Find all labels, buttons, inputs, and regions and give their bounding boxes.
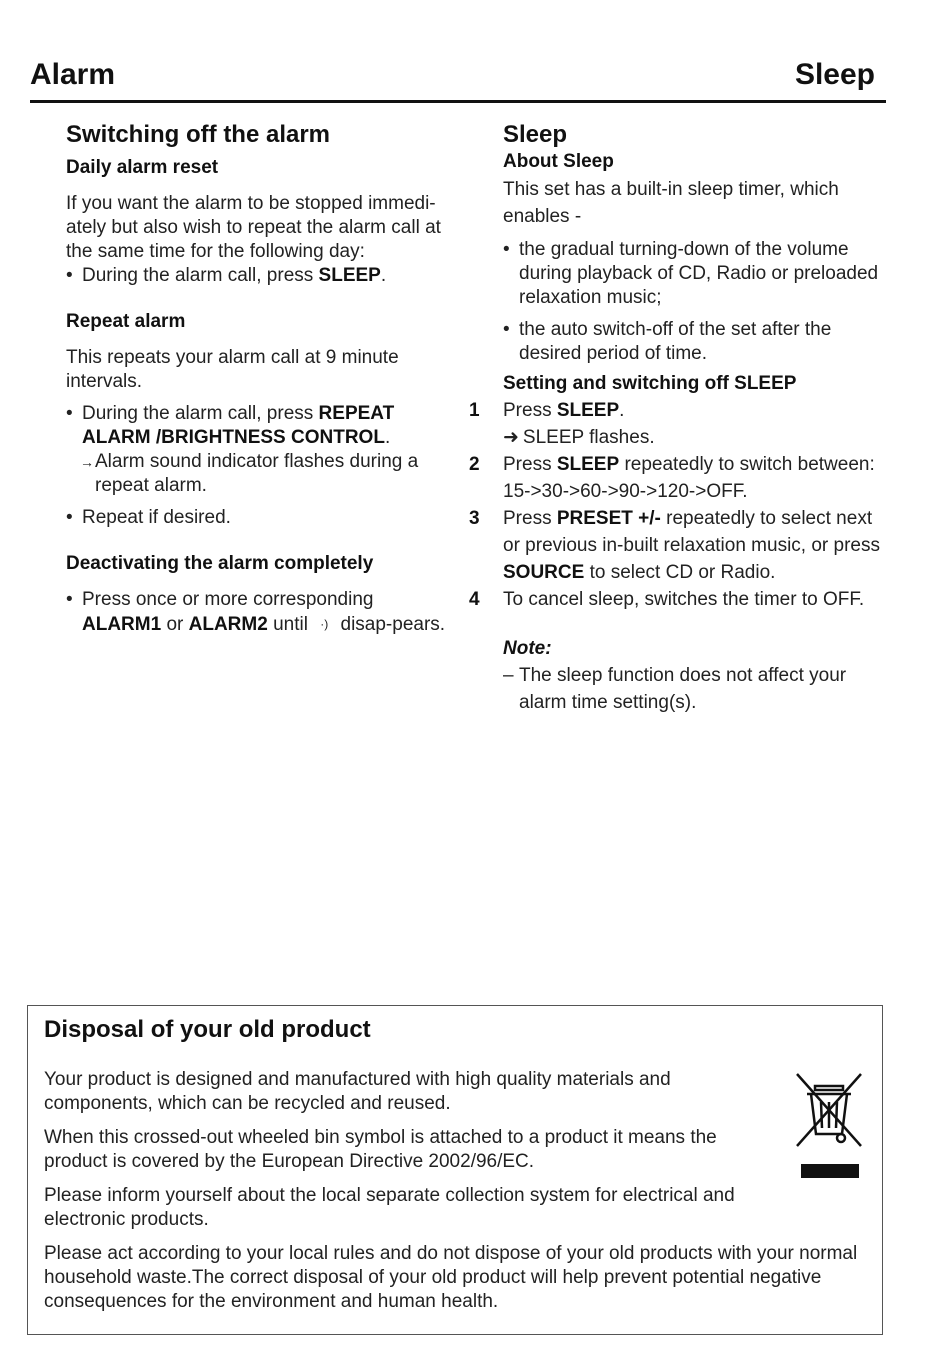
step-2: 2 Press SLEEP repeatedly to switch between: 15->30->60->90->120->OFF. <box>469 454 875 502</box>
daily-reset-text: If you want the alarm to be stopped immedi-ately but also wish to repeat the alarm call at the same time for the following day: <box>66 193 441 262</box>
disposal-box <box>27 1005 883 1335</box>
heading-about-sleep: About Sleep <box>503 151 614 172</box>
repeat-alarm-text: This repeats your alarm call at 9 minute intervals. <box>66 347 399 392</box>
note-text: – The sleep function does not affect your alarm time setting(s). <box>503 665 847 713</box>
disposal-paragraph: Please act according to your local rules and do not dispose of your old products with your normal household waste.The correct disposal of your old product will help prevent potential negative consequences for the environment and human health. <box>44 1243 858 1312</box>
disposal-title: Disposal of your old product <box>44 1016 371 1043</box>
repeat-alarm-bullet: • During the alarm call, press REPEAT ALARM /BRIGHTNESS CONTROL. <box>66 403 395 448</box>
header-rule <box>30 100 886 103</box>
left-column <box>66 120 446 637</box>
repeat-if-desired-bullet: • Repeat if desired. <box>66 507 231 528</box>
section-title-sleep: Sleep <box>503 121 568 148</box>
sleep-steps <box>469 397 888 613</box>
step-4: 4 To cancel sleep, switches the timer to OFF. <box>469 589 865 610</box>
heading-repeat-alarm: Repeat alarm <box>66 311 186 332</box>
heading-deactivating-alarm: Deactivating the alarm completely <box>66 553 374 574</box>
section-title-switching-off: Switching off the alarm <box>66 121 331 148</box>
right-column <box>469 120 888 716</box>
right-arrow-icon: ➜ <box>503 427 519 448</box>
step-1: 1 Press SLEEP. <box>469 400 625 421</box>
page-header-right: Sleep <box>794 58 875 91</box>
disposal-text <box>44 1068 869 1324</box>
note-title: Note: <box>503 638 552 659</box>
heading-setting-sleep: Setting and switching off SLEEP <box>503 373 797 394</box>
daily-reset-bullet: • During the alarm call, press SLEEP. <box>66 265 387 286</box>
sleep-bullet-switch-off: • the auto switch-off of the set after the desired period of time. <box>503 319 832 364</box>
disposal-paragraph: When this crossed-out wheeled bin symbol is attached to a product it means the product is covered by the European Directive 2002/96/EC. <box>44 1127 717 1172</box>
disposal-paragraph: Your product is designed and manufactured with high quality materials and components, which can be recycled and reused. <box>44 1069 671 1114</box>
page-header-left: Alarm <box>30 58 116 91</box>
crossed-out-wheeled-bin-icon <box>793 1070 865 1180</box>
step-3: 3 Press PRESET +/- repeatedly to select next or previous in-built relaxation music, or press SOURCE to select CD or Radio. <box>469 508 880 583</box>
heading-daily-alarm-reset: Daily alarm reset <box>66 157 219 178</box>
about-sleep-text: This set has a built-in sleep timer, which enables - <box>503 179 839 227</box>
disposal-paragraph: Please inform yourself about the local separate collection system for electrical and electronic products. <box>44 1185 735 1230</box>
sleep-bullet-volume: • the gradual turning-down of the volume during playback of CD, Radio or preloaded relaxation music; <box>503 239 879 308</box>
deactivate-bullet: • Press once or more corresponding ALARM1 or ALARM2 until ·) disap-pears. <box>66 589 446 635</box>
step-1-result: ➜ SLEEP flashes. <box>503 424 888 451</box>
repeat-alarm-result: → Alarm sound indicator flashes during a repeat alarm. <box>80 451 419 496</box>
right-arrow-icon: → <box>80 454 94 470</box>
alarm-sound-icon: ·) <box>320 617 329 631</box>
